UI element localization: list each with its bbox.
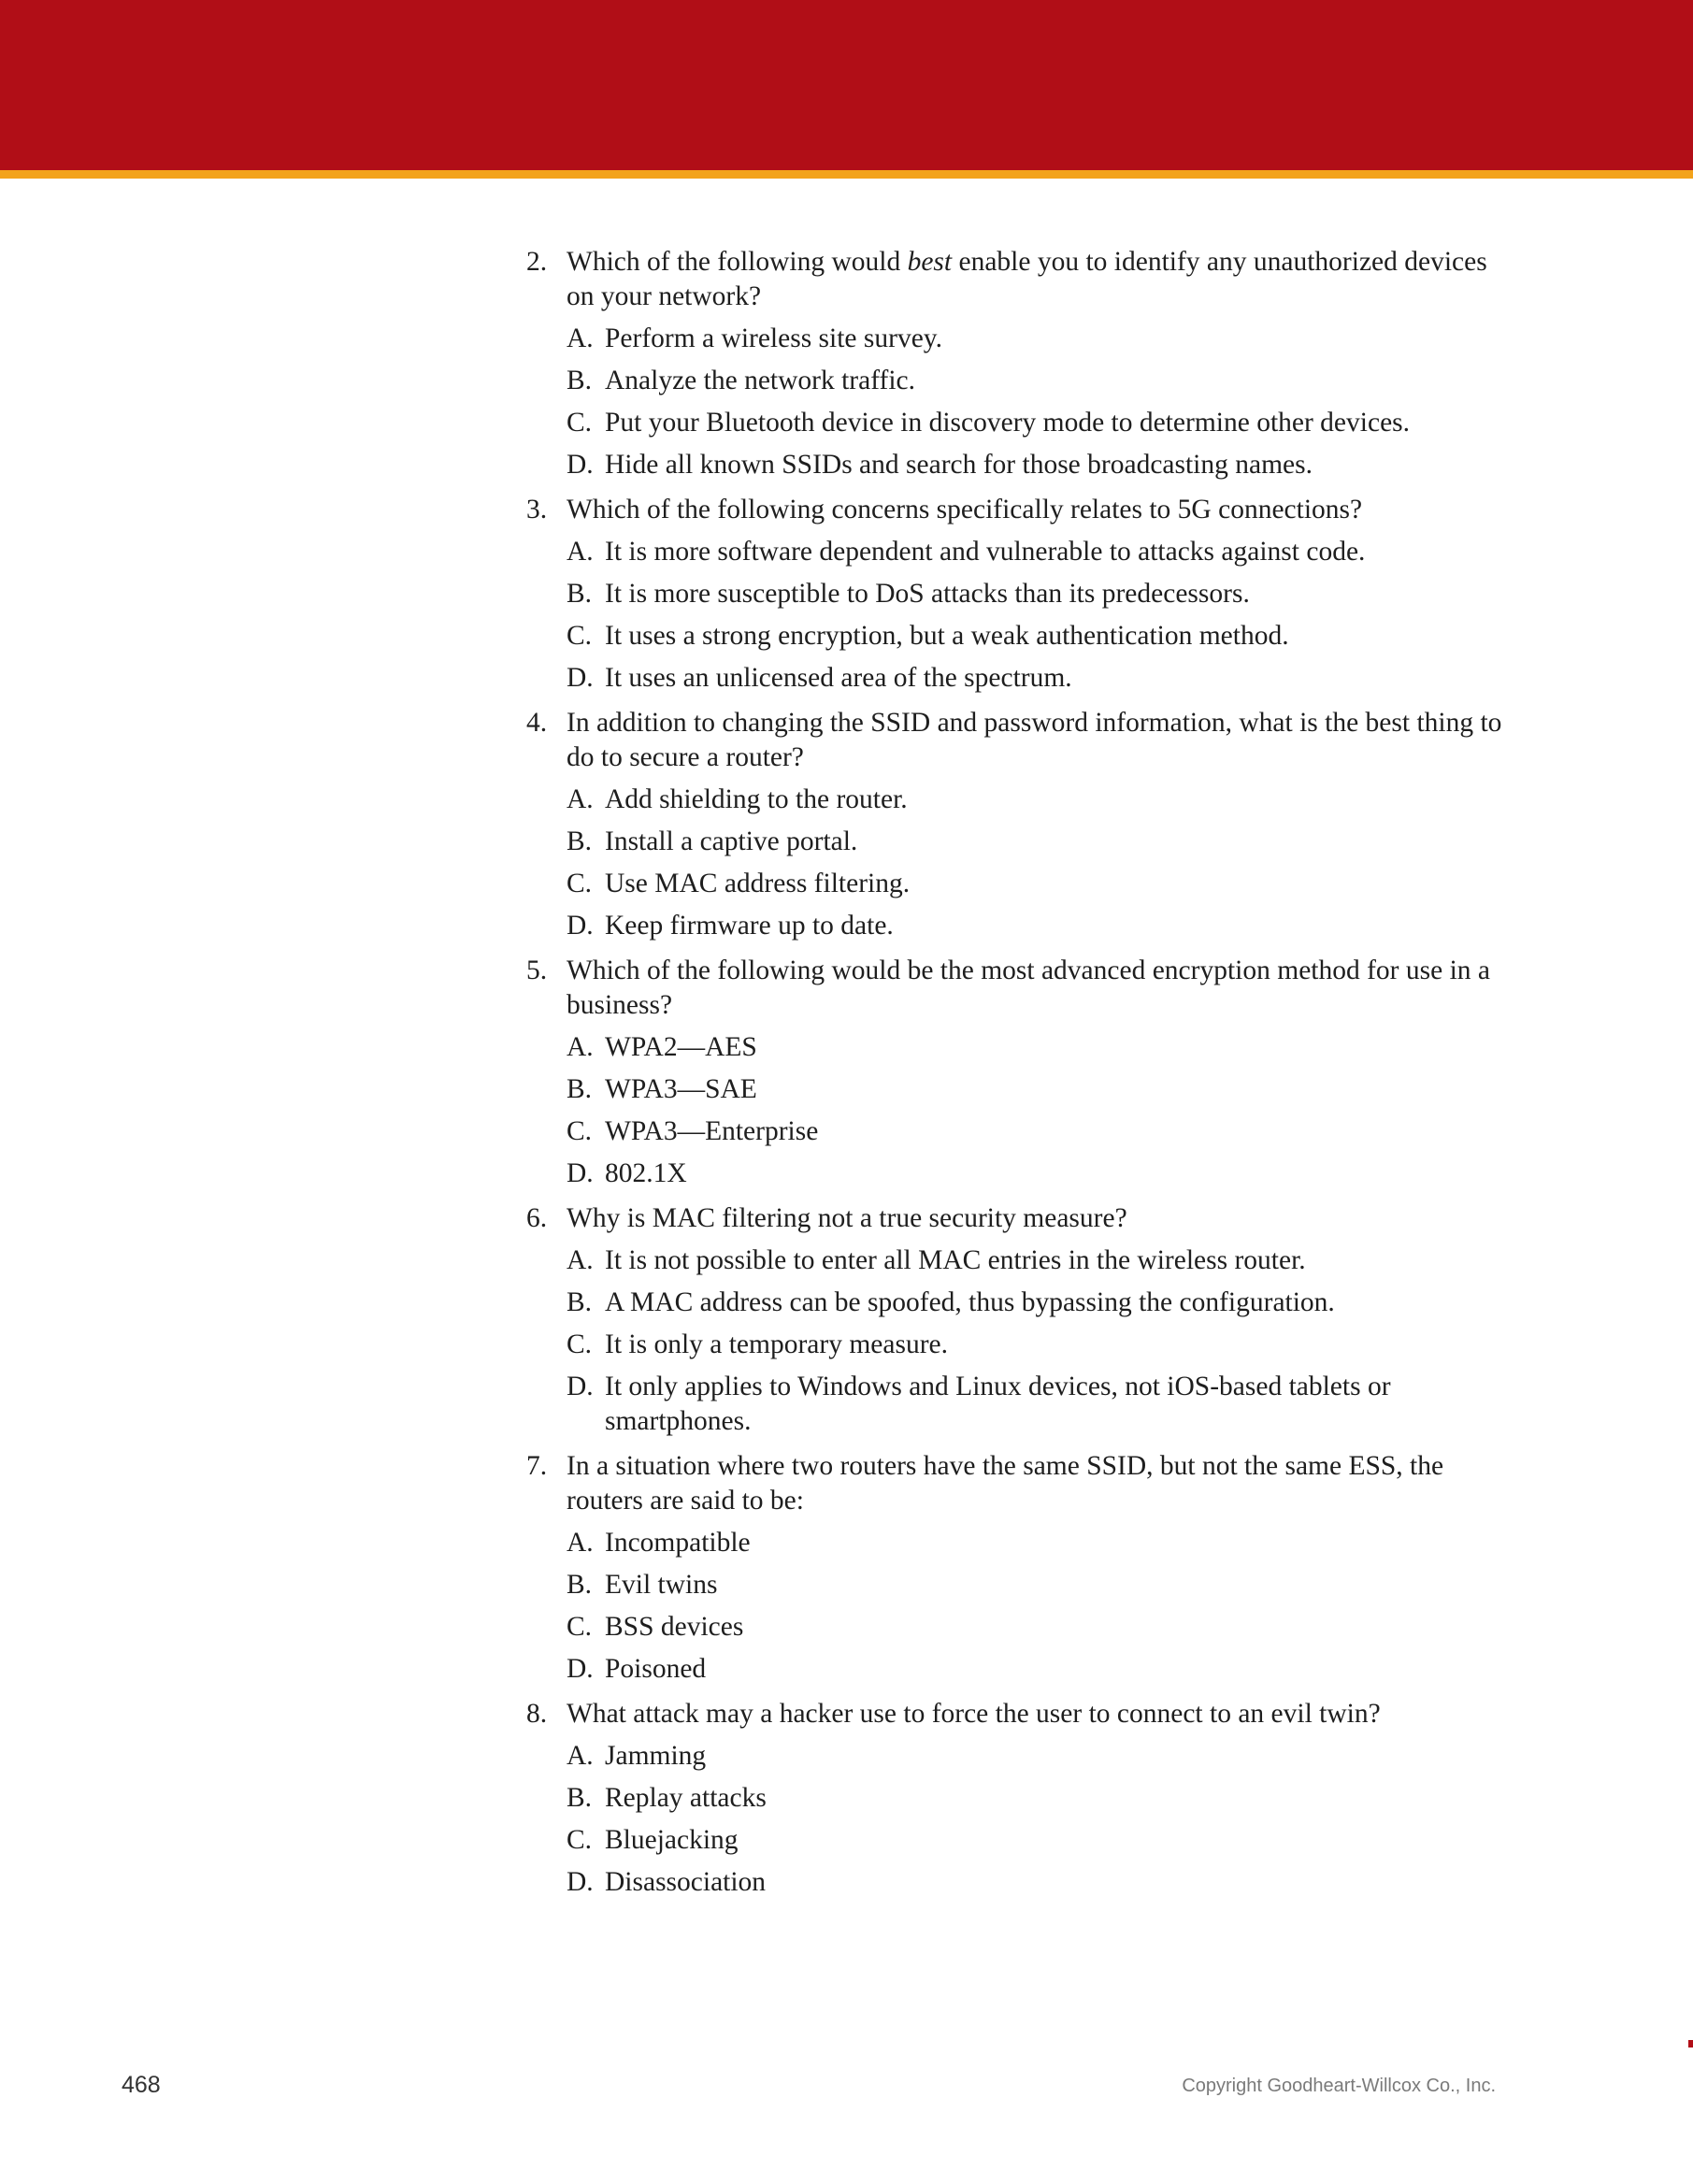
question-text: Which of the following would be the most advanced encryption method for use in a business? (567, 956, 1490, 1020)
option-text: It is not possible to enter all MAC entries in the wireless router. (605, 1245, 1306, 1275)
option-letter: B. (567, 366, 593, 395)
option-text: Put your Bluetooth device in discovery mode to determine other devices. (605, 408, 1411, 438)
header-band (0, 0, 1693, 170)
option-letter: B. (567, 826, 593, 856)
option-letter: D. (567, 1158, 594, 1188)
option-d (567, 1865, 1517, 1900)
option-text: It uses an unlicensed area of the spectrum. (605, 663, 1072, 693)
option-letter: D. (567, 663, 594, 693)
option-text: Add shielding to the router. (605, 784, 908, 814)
option-letter: C. (567, 408, 593, 438)
question-text-part: enable you to identify any unauthorized devices on your network? (567, 247, 1487, 311)
option-letter: A. (567, 1741, 594, 1771)
option-c (567, 1114, 1517, 1149)
option-text: Disassociation (605, 1867, 767, 1897)
option-letter: B. (567, 579, 593, 609)
option-c (567, 406, 1517, 440)
option-letter: A. (567, 537, 594, 567)
question-text-part: Which of the following would (567, 247, 908, 277)
option-text: Jamming (605, 1741, 707, 1771)
option-text: Bluejacking (605, 1825, 739, 1855)
edge-tab-mark (1688, 2040, 1693, 2048)
question-7 (526, 1449, 1517, 1687)
option-letter: C. (567, 1116, 593, 1146)
question-number: 3. (526, 495, 548, 524)
option-letter: C. (567, 1612, 593, 1642)
option-d (567, 909, 1517, 943)
option-text: Poisoned (605, 1654, 707, 1684)
question-list (526, 245, 1517, 1910)
option-text: WPA3—SAE (605, 1074, 757, 1104)
option-b (567, 1072, 1517, 1107)
question-text: What attack may a hacker use to force the user to connect to an evil twin? (567, 1699, 1381, 1729)
option-letter: B. (567, 1783, 593, 1813)
option-letter: C. (567, 1825, 593, 1855)
header-accent-rule (0, 170, 1693, 179)
option-c (567, 1328, 1517, 1362)
option-b (567, 1568, 1517, 1602)
question-text: In addition to changing the SSID and password information, what is the best thing to do to secure a router? (567, 708, 1502, 772)
option-letter: A. (567, 784, 594, 814)
option-c (567, 1823, 1517, 1858)
option-text: WPA2—AES (605, 1032, 757, 1062)
option-a (567, 535, 1517, 569)
option-d (567, 1652, 1517, 1687)
option-d (567, 1370, 1517, 1439)
option-text: Perform a wireless site survey. (605, 323, 943, 353)
option-text: Keep firmware up to date. (605, 911, 894, 941)
question-text: Which of the following concerns specifically relates to 5G connections? (567, 495, 1363, 524)
option-b (567, 364, 1517, 398)
option-text: Use MAC address filtering. (605, 869, 911, 898)
option-a (567, 1030, 1517, 1065)
question-number: 8. (526, 1699, 548, 1729)
option-letter: A. (567, 323, 594, 353)
question-number: 4. (526, 708, 548, 738)
option-text: Incompatible (605, 1528, 751, 1558)
option-c (567, 1610, 1517, 1645)
question-4 (526, 706, 1517, 943)
question-number: 2. (526, 247, 548, 277)
option-d (567, 448, 1517, 482)
option-letter: B. (567, 1287, 593, 1317)
option-c (567, 867, 1517, 901)
option-a (567, 783, 1517, 817)
option-text: 802.1X (605, 1158, 687, 1188)
option-text: Analyze the network traffic. (605, 366, 916, 395)
question-6 (526, 1201, 1517, 1439)
option-c (567, 619, 1517, 654)
option-text: It only applies to Windows and Linux devices, not iOS-based tablets or smartphones. (605, 1372, 1391, 1436)
option-letter: C. (567, 1329, 593, 1359)
question-number: 5. (526, 956, 548, 985)
option-a (567, 1739, 1517, 1774)
question-8 (526, 1697, 1517, 1900)
option-text: A MAC address can be spoofed, thus bypassing the configuration. (605, 1287, 1335, 1317)
option-letter: A. (567, 1032, 594, 1062)
option-d (567, 661, 1517, 696)
option-text: Hide all known SSIDs and search for those broadcasting names. (605, 450, 1313, 480)
question-text (567, 245, 1517, 314)
option-b (567, 577, 1517, 611)
option-b (567, 825, 1517, 859)
option-letter: D. (567, 1654, 594, 1684)
copyright-notice: Copyright Goodheart-Willcox Co., Inc. (1182, 2076, 1496, 2096)
question-text: In a situation where two routers have the same SSID, but not the same ESS, the routers are said to be: (567, 1451, 1444, 1516)
option-letter: B. (567, 1570, 593, 1600)
option-a (567, 1243, 1517, 1278)
option-b (567, 1286, 1517, 1320)
option-text: It is more susceptible to DoS attacks than its predecessors. (605, 579, 1250, 609)
option-text: Evil twins (605, 1570, 718, 1600)
option-letter: D. (567, 1372, 594, 1401)
option-text: Replay attacks (605, 1783, 767, 1813)
option-text: BSS devices (605, 1612, 744, 1642)
option-text: It uses a strong encryption, but a weak authentication method. (605, 621, 1289, 651)
option-letter: B. (567, 1074, 593, 1104)
option-letter: C. (567, 621, 593, 651)
option-a (567, 1526, 1517, 1560)
question-2 (526, 245, 1517, 482)
option-a (567, 322, 1517, 356)
option-text: Install a captive portal. (605, 826, 858, 856)
option-b (567, 1781, 1517, 1816)
option-d (567, 1157, 1517, 1191)
option-letter: C. (567, 869, 593, 898)
option-letter: D. (567, 911, 594, 941)
option-text: It is only a temporary measure. (605, 1329, 948, 1359)
option-letter: A. (567, 1245, 594, 1275)
question-text-emphasis: best (907, 247, 953, 277)
option-letter: D. (567, 450, 594, 480)
question-number: 6. (526, 1203, 548, 1233)
question-5 (526, 954, 1517, 1191)
option-letter: D. (567, 1867, 594, 1897)
option-text: WPA3—Enterprise (605, 1116, 819, 1146)
option-letter: A. (567, 1528, 594, 1558)
page-number: 468 (122, 2072, 161, 2098)
option-text: It is more software dependent and vulnerable to attacks against code. (605, 537, 1366, 567)
question-text: Why is MAC filtering not a true security measure? (567, 1203, 1127, 1233)
question-3 (526, 493, 1517, 696)
question-number: 7. (526, 1451, 548, 1481)
